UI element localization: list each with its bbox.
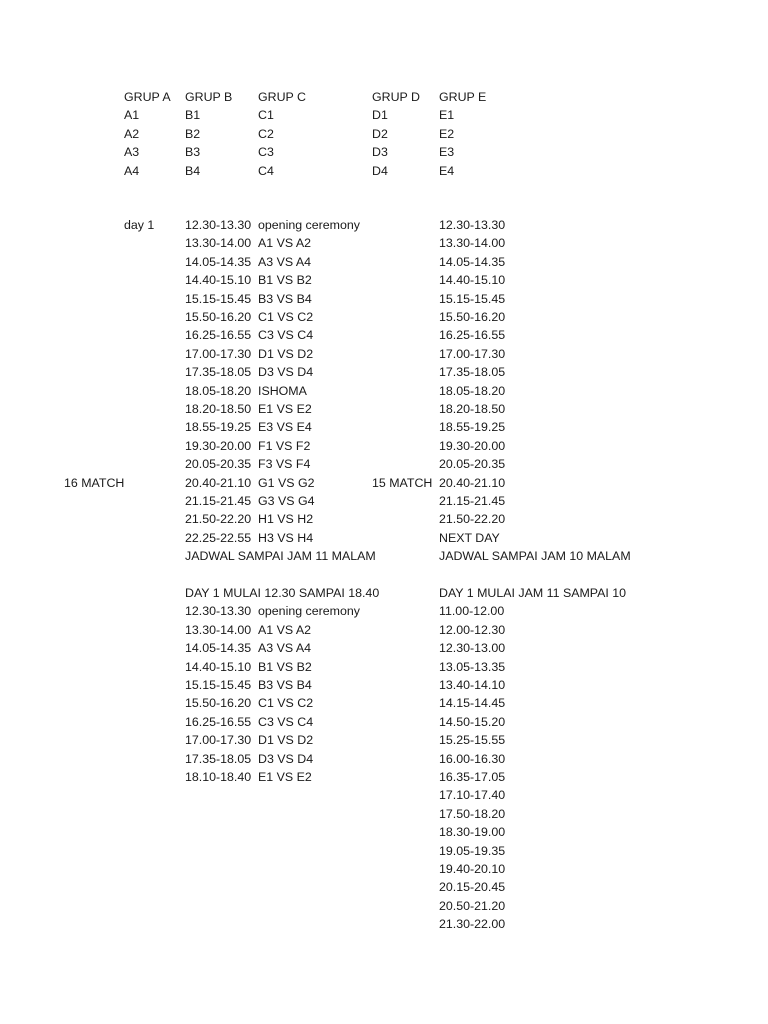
schedule-time: 12.30-13.00 <box>439 641 506 656</box>
group-member: A3 <box>124 145 140 160</box>
schedule-time: 17.10-17.40 <box>439 788 506 803</box>
group-member: A1 <box>124 108 140 123</box>
group-member: D4 <box>372 163 388 178</box>
schedule-time: 20.15-20.45 <box>439 880 506 895</box>
schedule-event: G1 VS G2 <box>258 475 315 490</box>
schedule-event: A3 VS A4 <box>258 641 312 656</box>
schedule-time: 20.40-21.10 <box>185 475 252 490</box>
schedule-b-note: JADWAL SAMPAI JAM 10 MALAM <box>439 549 631 564</box>
schedule-event: H1 VS H2 <box>258 512 314 527</box>
schedule-time: 21.50-22.20 <box>185 512 252 527</box>
schedule-event: A3 VS A4 <box>258 254 312 269</box>
schedule-event: opening ceremony <box>258 218 360 232</box>
schedule-time: 15.50-16.20 <box>439 310 506 324</box>
schedule-time: 18.20-18.50 <box>185 402 252 416</box>
group-header-e: GRUP E <box>439 90 487 104</box>
schedule-time: 17.00-17.30 <box>439 346 506 361</box>
schedule-event: D3 VS D4 <box>258 751 314 766</box>
schedule-time: 12.30-13.30 <box>439 218 506 232</box>
schedule-event: G3 VS G4 <box>258 494 315 508</box>
schedule-time: 20.05-20.35 <box>185 457 252 472</box>
schedule-event: C3 VS C4 <box>258 714 314 729</box>
schedule-event: B1 VS B2 <box>258 659 312 674</box>
schedule-event: D1 VS D2 <box>258 346 314 361</box>
group-header-d: GRUP D <box>372 90 420 104</box>
schedule-event: ISHOMA <box>258 383 307 398</box>
schedule-time: 14.05-14.35 <box>439 254 506 269</box>
schedule-event: E1 VS E2 <box>258 402 312 416</box>
schedule-time: 17.35-18.05 <box>439 365 506 380</box>
schedule-time: 14.05-14.35 <box>185 641 252 656</box>
group-member: A4 <box>124 163 140 178</box>
schedule-event: E3 VS E4 <box>258 420 312 435</box>
schedule-time: 16.25-16.55 <box>185 328 252 343</box>
schedule-event: H3 VS H4 <box>258 530 314 545</box>
group-member: C2 <box>258 126 274 141</box>
group-header-a: GRUP A <box>124 90 171 104</box>
schedule-time: 22.25-22.55 <box>185 530 252 545</box>
group-header-b: GRUP B <box>185 90 233 104</box>
schedule-time: 12.30-13.30 <box>185 218 252 232</box>
schedule-event: B3 VS B4 <box>258 291 312 306</box>
schedule-time: 18.30-19.00 <box>439 825 506 840</box>
schedule-time: 16.35-17.05 <box>439 770 506 784</box>
schedule-event: D3 VS D4 <box>258 365 314 380</box>
schedule-time: 14.40-15.10 <box>185 273 252 288</box>
schedule-b-next-day: NEXT DAY <box>439 530 500 545</box>
schedule-time: 14.40-15.10 <box>439 273 506 288</box>
schedule-event: C1 VS C2 <box>258 310 314 324</box>
group-member: C3 <box>258 145 274 160</box>
schedule-c-title: DAY 1 MULAI 12.30 SAMPAI 18.40 <box>185 586 380 600</box>
schedule-event: C3 VS C4 <box>258 328 314 343</box>
group-member: E3 <box>439 145 455 160</box>
group-member: B2 <box>185 126 201 141</box>
schedule-time: 19.30-20.00 <box>185 438 252 453</box>
group-member: B4 <box>185 163 201 178</box>
match-count-left: 16 MATCH <box>64 475 125 490</box>
schedule-a-note: JADWAL SAMPAI JAM 11 MALAM <box>185 549 376 564</box>
schedule-time: 11.00-12.00 <box>439 604 505 619</box>
schedule-time: 15.15-15.45 <box>439 291 506 306</box>
schedule-time: 21.15-21.45 <box>439 494 506 508</box>
schedule-event: D1 VS D2 <box>258 733 314 748</box>
schedule-event: opening ceremony <box>258 604 360 619</box>
schedule-time: 17.00-17.30 <box>185 346 252 361</box>
group-member: D2 <box>372 126 388 141</box>
schedule-time: 18.05-18.20 <box>185 383 252 398</box>
schedule-time: 13.05-13.35 <box>439 659 506 674</box>
group-member: E4 <box>439 163 455 178</box>
schedule-time: 19.30-20.00 <box>439 438 506 453</box>
schedule-time: 15.15-15.45 <box>185 678 252 692</box>
schedule-event: A1 VS A2 <box>258 236 312 251</box>
schedule-time: 15.50-16.20 <box>185 696 252 711</box>
group-member: E2 <box>439 126 455 141</box>
schedule-time: 20.40-21.10 <box>439 475 506 490</box>
schedule-time: 14.40-15.10 <box>185 659 252 674</box>
day-label: day 1 <box>124 218 155 232</box>
schedule-time: 15.15-15.45 <box>185 291 252 306</box>
schedule-time: 19.05-19.35 <box>439 843 506 858</box>
schedule-event: F3 VS F4 <box>258 457 311 472</box>
schedule-time: 13.30-14.00 <box>185 622 252 637</box>
schedule-time: 21.50-22.20 <box>439 512 506 527</box>
schedule-time: 14.50-15.20 <box>439 714 506 729</box>
schedule-event: F1 VS F2 <box>258 438 311 453</box>
group-header-c: GRUP C <box>258 90 306 104</box>
group-member: C4 <box>258 163 274 178</box>
group-member: D1 <box>372 108 388 123</box>
group-member: B3 <box>185 145 201 160</box>
match-count-right: 15 MATCH <box>372 475 433 490</box>
group-member: B1 <box>185 108 201 123</box>
schedule-time: 18.55-19.25 <box>439 420 506 435</box>
schedule-time: 13.30-14.00 <box>439 236 506 251</box>
schedule-time: 13.40-14.10 <box>439 678 506 692</box>
schedule-time: 19.40-20.10 <box>439 862 506 876</box>
schedule-time: 15.50-16.20 <box>185 310 252 324</box>
schedule-time: 17.35-18.05 <box>185 365 252 380</box>
schedule-time: 18.10-18.40 <box>185 770 252 784</box>
schedule-event: E1 VS E2 <box>258 770 312 784</box>
schedule-time: 13.30-14.00 <box>185 236 252 251</box>
group-member: C1 <box>258 108 274 123</box>
schedule-event: B3 VS B4 <box>258 678 312 692</box>
schedule-event: B1 VS B2 <box>258 273 312 288</box>
group-member: A2 <box>124 126 140 141</box>
schedule-time: 17.35-18.05 <box>185 751 252 766</box>
schedule-time: 16.25-16.55 <box>185 714 252 729</box>
schedule-time: 16.00-16.30 <box>439 751 506 766</box>
schedule-time: 18.20-18.50 <box>439 402 506 416</box>
schedule-time: 14.15-14.45 <box>439 696 506 711</box>
schedule-time: 20.50-21.20 <box>439 898 506 913</box>
schedule-time: 17.00-17.30 <box>185 733 252 748</box>
schedule-time: 14.05-14.35 <box>185 254 252 269</box>
schedule-d-title: DAY 1 MULAI JAM 11 SAMPAI 10 <box>439 586 627 600</box>
schedule-time: 12.00-12.30 <box>439 622 506 637</box>
schedule-event: C1 VS C2 <box>258 696 314 711</box>
schedule-time: 17.50-18.20 <box>439 806 506 821</box>
group-member: D3 <box>372 145 388 160</box>
schedule-time: 16.25-16.55 <box>439 328 506 343</box>
schedule-time: 18.55-19.25 <box>185 420 252 435</box>
schedule-time: 18.05-18.20 <box>439 383 506 398</box>
schedule-time: 21.30-22.00 <box>439 917 506 932</box>
schedule-time: 20.05-20.35 <box>439 457 506 472</box>
schedule-time: 12.30-13.30 <box>185 604 252 619</box>
schedule-time: 21.15-21.45 <box>185 494 252 508</box>
group-member: E1 <box>439 108 455 123</box>
schedule-event: A1 VS A2 <box>258 622 312 637</box>
schedule-time: 15.25-15.55 <box>439 733 506 748</box>
